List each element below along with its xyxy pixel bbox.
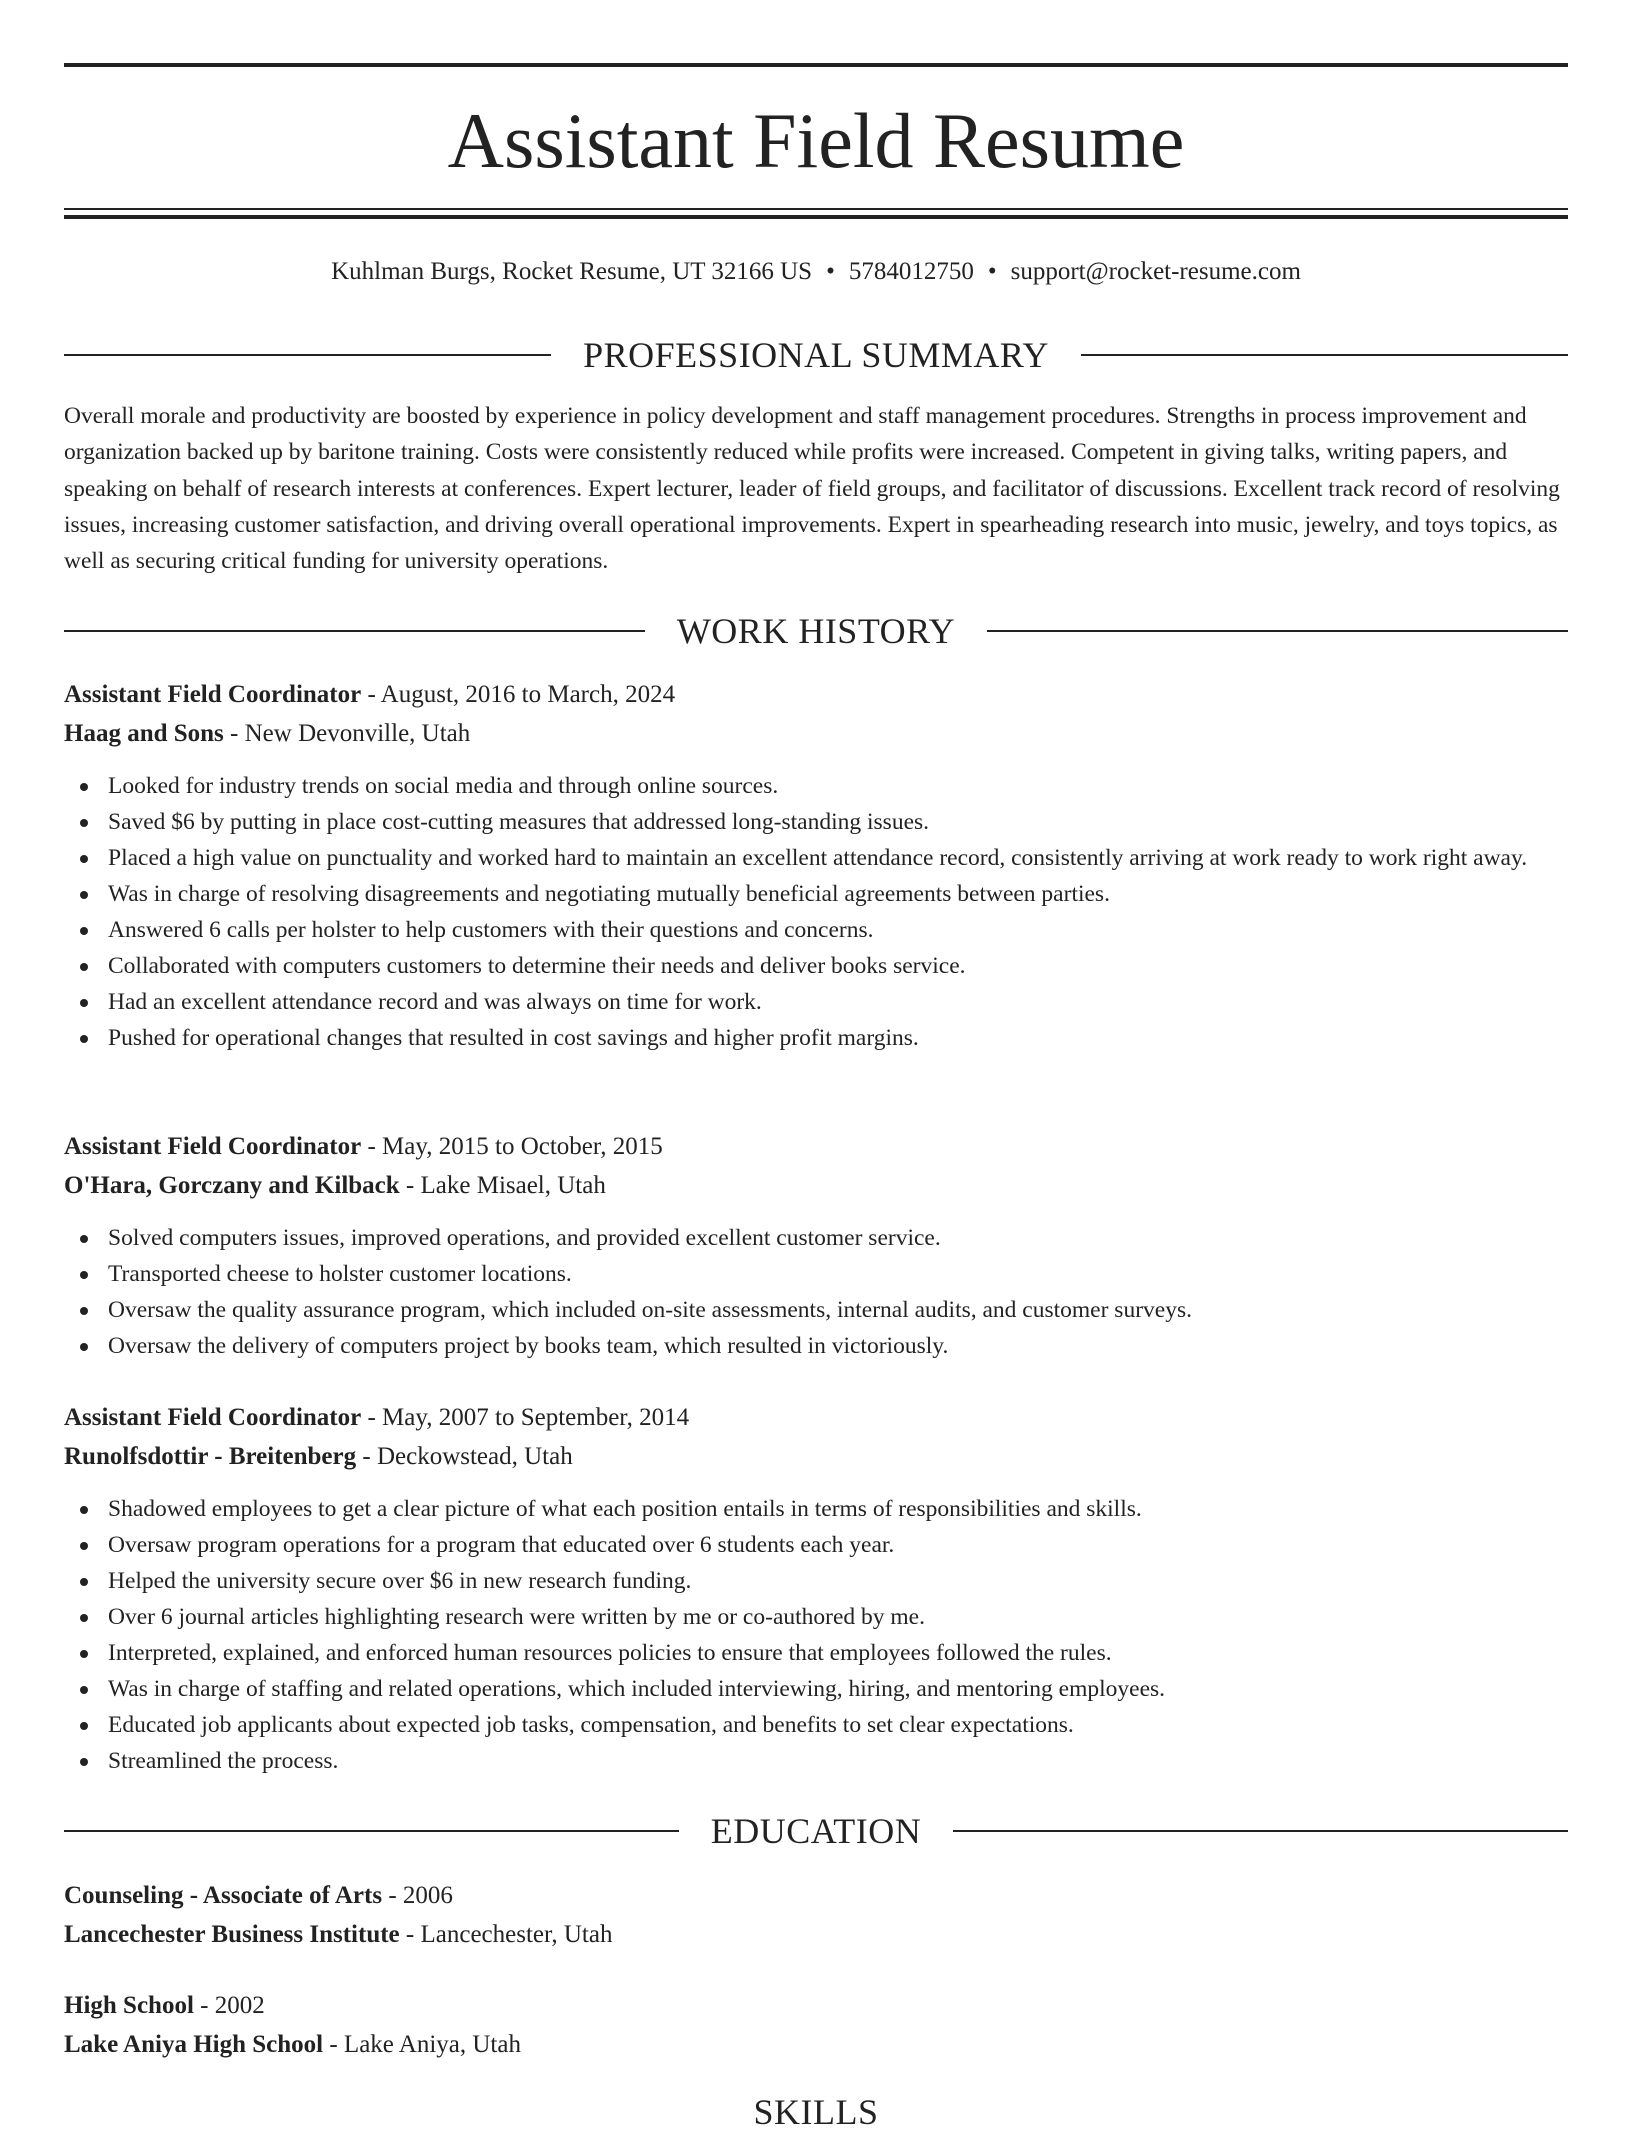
list-item: Helped the university secure over $6 in new research funding. xyxy=(64,1563,1568,1599)
skills-heading xyxy=(64,2090,1568,2134)
heading-label: SKILLS xyxy=(753,2092,879,2132)
work-history-heading xyxy=(64,609,1568,653)
list-item: Shadowed employees to get a clear picture of what each position entails in terms of responsibilities and skills. xyxy=(64,1491,1568,1527)
education-location: - Lake Aniya, Utah xyxy=(323,2031,521,2058)
heading-rule xyxy=(64,1830,679,1832)
job-company: Runolfsdottir - Breitenberg xyxy=(64,1443,357,1470)
job-company: O'Hara, Gorczany and Kilback xyxy=(64,1172,400,1199)
education-degree: Counseling - Associate of Arts xyxy=(64,1882,383,1909)
list-item: Collaborated with computers customers to determine their needs and deliver books service. xyxy=(64,948,1568,984)
contact-phone: 5784012750 xyxy=(848,258,974,285)
heading-label: WORK HISTORY xyxy=(676,611,956,651)
summary-heading xyxy=(64,333,1568,377)
list-item: Was in charge of resolving disagreements and negotiating mutually beneficial agreements between parties. xyxy=(64,876,1568,912)
education-school: Lancechester Business Institute xyxy=(64,1921,400,1948)
list-item: Interpreted, explained, and enforced human resources policies to ensure that employees followed the rules. xyxy=(64,1635,1568,1671)
list-item: Oversaw the quality assurance program, which included on-site assessments, internal audits, and customer surveys. xyxy=(64,1292,1568,1328)
job-entry xyxy=(64,1127,1568,1364)
education-heading xyxy=(64,1809,1568,1853)
list-item: Pushed for operational changes that resulted in cost savings and higher profit margins. xyxy=(64,1020,1568,1056)
title-rule-thin xyxy=(64,208,1568,210)
job-bullets xyxy=(64,768,1568,1056)
summary-text: Overall morale and productivity are boosted by experience in policy development and staff management procedures. Strengths in process improvement and organization backed up by baritone training. Costs were consistently reduced while profits were increased. Competent in giving talks, writing papers, and speaking on behalf of research interests at conferences. Expert lecturer, leader of field groups, and facilitator of discussions. Excellent track record of resolving issues, increasing customer satisfaction, and driving overall operational improvements. Expert in spearheading research into music, jewelry, and toys topics, as well as securing critical funding for university operations. xyxy=(64,403,1560,575)
job-company: Haag and Sons xyxy=(64,720,224,747)
resume-title: Assistant Field Resume xyxy=(447,97,1185,184)
job-location: - Deckowstead, Utah xyxy=(356,1443,573,1470)
job-location: - Lake Misael, Utah xyxy=(399,1172,606,1199)
contact-separator: • xyxy=(987,258,997,285)
education-entry xyxy=(64,1876,1568,1954)
contact-address: Kuhlman Burgs, Rocket Resume, UT 32166 US xyxy=(331,258,813,285)
job-title-line xyxy=(64,1398,1568,1437)
title-rule-thick xyxy=(64,215,1568,219)
list-item: Had an excellent attendance record and was always on time for work. xyxy=(64,984,1568,1020)
job-title-line xyxy=(64,1127,1568,1166)
job-title: Assistant Field Coordinator xyxy=(64,1404,362,1431)
education-entry xyxy=(64,1986,1568,2064)
job-bullets xyxy=(64,1220,1568,1364)
list-item: Transported cheese to holster customer locations. xyxy=(64,1256,1568,1292)
job-dates: - August, 2016 to March, 2024 xyxy=(361,681,676,708)
education-degree: High School xyxy=(64,1992,194,2019)
job-entry xyxy=(64,675,1568,1056)
list-item: Placed a high value on punctuality and worked hard to maintain an excellent attendance record, consistently arriving at work ready to work right away. xyxy=(64,840,1568,876)
education-degree-line xyxy=(64,1876,1568,1915)
contact-separator: • xyxy=(826,258,835,285)
job-title: Assistant Field Coordinator xyxy=(64,681,362,708)
education-year: - 2002 xyxy=(193,1992,265,2019)
list-item: Solved computers issues, improved operations, and provided excellent customer service. xyxy=(64,1220,1568,1256)
list-item: Streamlined the process. xyxy=(64,1743,1568,1779)
list-item: Was in charge of staffing and related operations, which included interviewing, hiring, and mentoring employees. xyxy=(64,1671,1568,1707)
heading-rule xyxy=(1081,354,1568,356)
heading-label: PROFESSIONAL SUMMARY xyxy=(583,335,1049,375)
heading-rule xyxy=(953,1830,1568,1832)
list-item: Oversaw program operations for a program that educated over 6 students each year. xyxy=(64,1527,1568,1563)
job-company-line xyxy=(64,714,1568,753)
heading-rule xyxy=(64,630,645,632)
education-location: - Lancechester, Utah xyxy=(399,1921,613,1948)
job-company-line xyxy=(64,1437,1568,1476)
heading-rule xyxy=(987,630,1568,632)
heading-rule xyxy=(64,354,551,356)
education-degree-line xyxy=(64,1986,1568,2025)
job-bullets xyxy=(64,1491,1568,1779)
job-company-line xyxy=(64,1166,1568,1205)
job-entry xyxy=(64,1398,1568,1779)
job-title-line xyxy=(64,675,1568,714)
contact-email: support@rocket-resume.com xyxy=(1010,258,1301,285)
education-school: Lake Aniya High School xyxy=(64,2031,324,2058)
heading-label: EDUCATION xyxy=(710,1811,922,1851)
job-location: - New Devonville, Utah xyxy=(223,720,471,747)
education-school-line xyxy=(64,1915,1568,1954)
job-title: Assistant Field Coordinator xyxy=(64,1133,362,1160)
list-item: Looked for industry trends on social media and through online sources. xyxy=(64,768,1568,804)
education-school-line xyxy=(64,2025,1568,2064)
contact-line xyxy=(64,254,1568,290)
list-item: Oversaw the delivery of computers project by books team, which resulted in victoriously. xyxy=(64,1328,1568,1364)
list-item: Answered 6 calls per holster to help customers with their questions and concerns. xyxy=(64,912,1568,948)
job-dates: - May, 2007 to September, 2014 xyxy=(361,1404,690,1431)
list-item: Educated job applicants about expected job tasks, compensation, and benefits to set clear expectations. xyxy=(64,1707,1568,1743)
job-dates: - May, 2015 to October, 2015 xyxy=(361,1133,663,1160)
top-rule xyxy=(64,63,1568,67)
list-item: Over 6 journal articles highlighting research were written by me or co-authored by me. xyxy=(64,1599,1568,1635)
list-item: Saved $6 by putting in place cost-cutting measures that addressed long-standing issues. xyxy=(64,804,1568,840)
education-year: - 2006 xyxy=(382,1882,453,1909)
